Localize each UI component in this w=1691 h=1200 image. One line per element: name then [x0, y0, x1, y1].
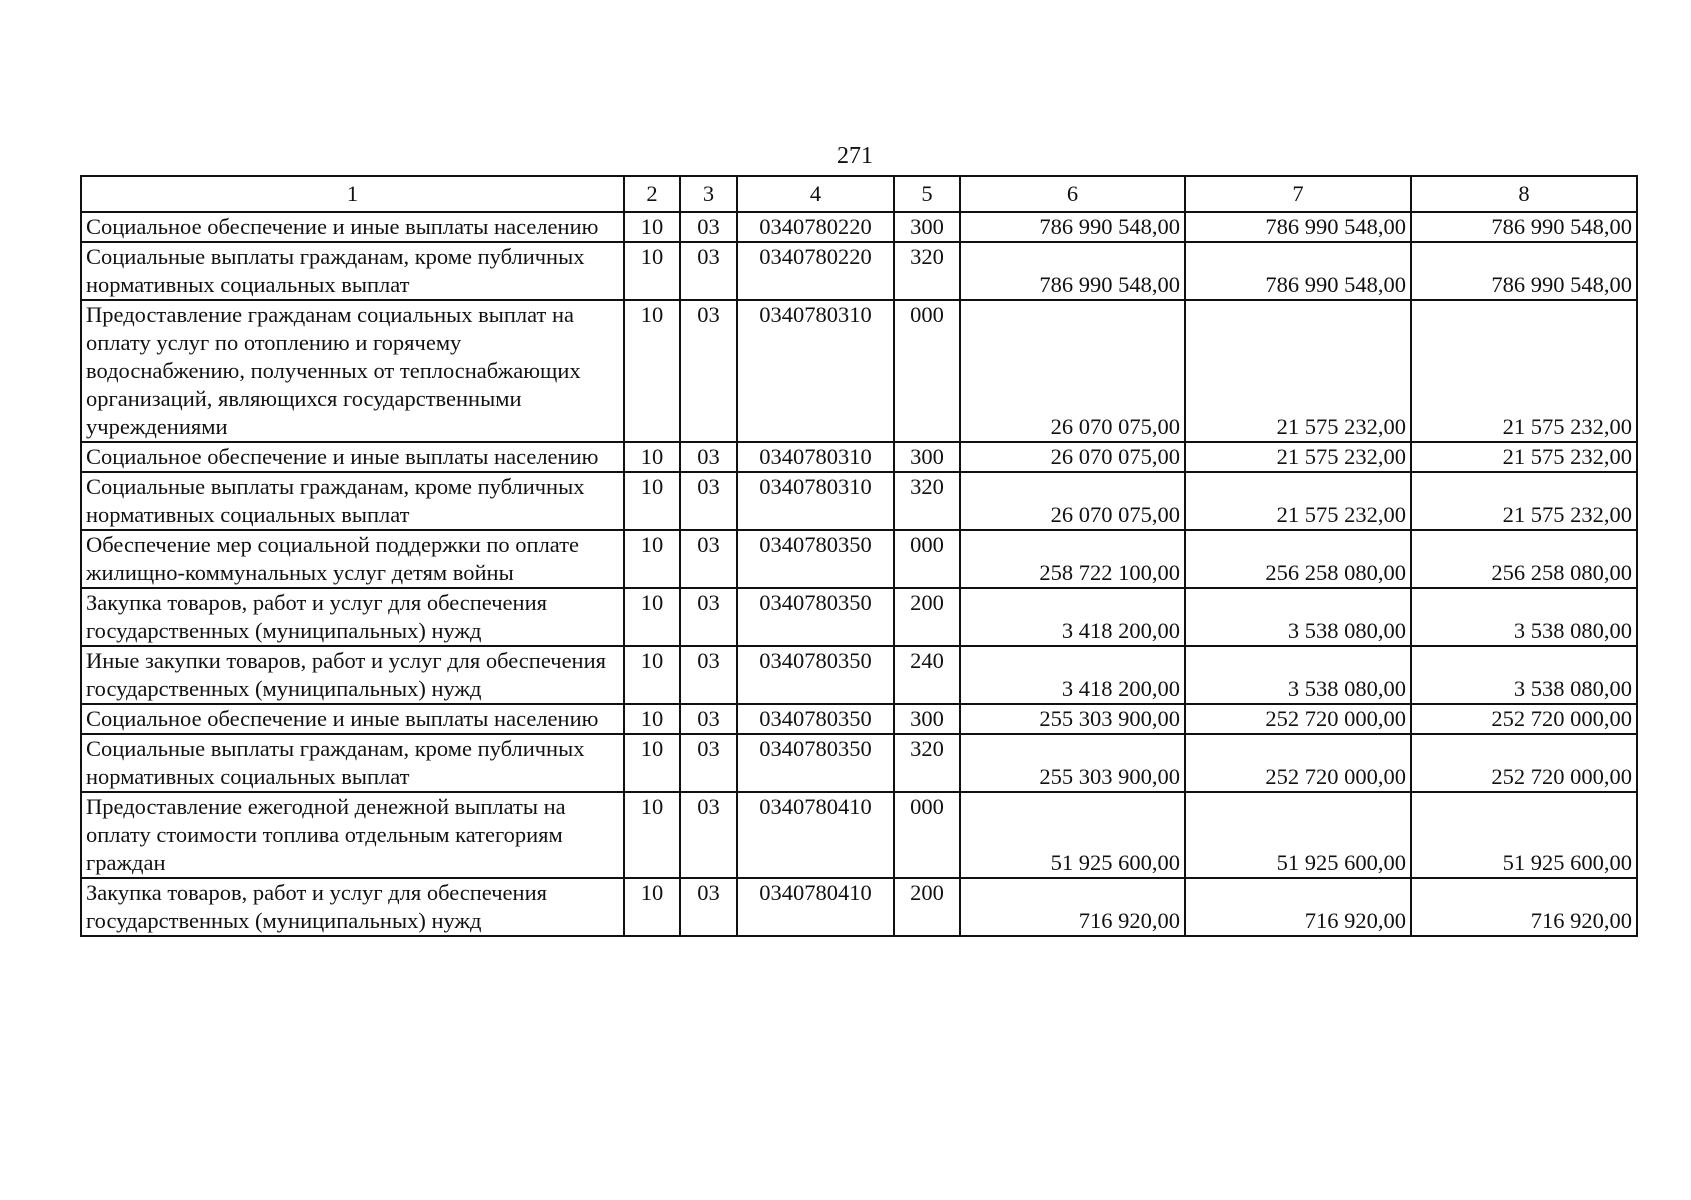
- row-name: Предоставление гражданам социальных выплат на оплату услуг по отоплению и горячему водоснабжению, полученных от теплоснабжающих организаций, являющихся государственными учреждениями: [81, 300, 624, 442]
- row-name: Социальные выплаты гражданам, кроме публичных нормативных социальных выплат: [81, 472, 624, 530]
- row-name: Социальные выплаты гражданам, кроме публичных нормативных социальных выплат: [81, 242, 624, 300]
- expense-type-code: 000: [894, 530, 960, 588]
- amount-col-6: 255 303 900,00: [960, 704, 1185, 734]
- amount-col-7: 716 920,00: [1185, 878, 1411, 936]
- expense-type-code: 000: [894, 792, 960, 878]
- table-row: [81, 878, 1637, 936]
- amount-col-7: 252 720 000,00: [1185, 734, 1411, 792]
- podrazdel-code: 03: [680, 530, 737, 588]
- column-header: 2: [624, 176, 680, 212]
- amount-col-8: 21 575 232,00: [1411, 442, 1637, 472]
- podrazdel-code: 03: [680, 472, 737, 530]
- razdel-code: 10: [624, 442, 680, 472]
- amount-col-7: 786 990 548,00: [1185, 212, 1411, 242]
- target-article-code: 0340780310: [737, 472, 894, 530]
- podrazdel-code: 03: [680, 242, 737, 300]
- table-row: [81, 588, 1637, 646]
- table-row: [81, 212, 1637, 242]
- amount-col-6: 716 920,00: [960, 878, 1185, 936]
- expense-type-code: 300: [894, 442, 960, 472]
- amount-col-6: 26 070 075,00: [960, 300, 1185, 442]
- amount-col-7: 3 538 080,00: [1185, 646, 1411, 704]
- table-row: [81, 472, 1637, 530]
- expense-type-code: 320: [894, 472, 960, 530]
- amount-col-7: 21 575 232,00: [1185, 300, 1411, 442]
- razdel-code: 10: [624, 300, 680, 442]
- column-header: 6: [960, 176, 1185, 212]
- amount-col-6: 3 418 200,00: [960, 588, 1185, 646]
- podrazdel-code: 03: [680, 734, 737, 792]
- expense-type-code: 300: [894, 704, 960, 734]
- podrazdel-code: 03: [680, 212, 737, 242]
- amount-col-6: 258 722 100,00: [960, 530, 1185, 588]
- amount-col-7: 3 538 080,00: [1185, 588, 1411, 646]
- column-header: 8: [1411, 176, 1637, 212]
- target-article-code: 0340780410: [737, 792, 894, 878]
- table-row: [81, 704, 1637, 734]
- razdel-code: 10: [624, 242, 680, 300]
- amount-col-6: 26 070 075,00: [960, 472, 1185, 530]
- amount-col-7: 51 925 600,00: [1185, 792, 1411, 878]
- podrazdel-code: 03: [680, 442, 737, 472]
- razdel-code: 10: [624, 646, 680, 704]
- row-name: Предоставление ежегодной денежной выплаты на оплату стоимости топлива отдельным категориям граждан: [81, 792, 624, 878]
- table-row: [81, 530, 1637, 588]
- target-article-code: 0340780220: [737, 242, 894, 300]
- razdel-code: 10: [624, 734, 680, 792]
- amount-col-8: 21 575 232,00: [1411, 472, 1637, 530]
- target-article-code: 0340780310: [737, 300, 894, 442]
- amount-col-7: 256 258 080,00: [1185, 530, 1411, 588]
- amount-col-8: 716 920,00: [1411, 878, 1637, 936]
- razdel-code: 10: [624, 792, 680, 878]
- target-article-code: 0340780350: [737, 704, 894, 734]
- header-row: [81, 176, 1637, 212]
- amount-col-8: 3 538 080,00: [1411, 646, 1637, 704]
- expense-type-code: 200: [894, 588, 960, 646]
- expense-type-code: 000: [894, 300, 960, 442]
- column-header: 5: [894, 176, 960, 212]
- amount-col-8: 256 258 080,00: [1411, 530, 1637, 588]
- podrazdel-code: 03: [680, 300, 737, 442]
- table-row: [81, 300, 1637, 442]
- row-name: Социальное обеспечение и иные выплаты населению: [81, 704, 624, 734]
- column-header: 4: [737, 176, 894, 212]
- row-name: Социальное обеспечение и иные выплаты населению: [81, 442, 624, 472]
- target-article-code: 0340780350: [737, 530, 894, 588]
- amount-col-8: 21 575 232,00: [1411, 300, 1637, 442]
- target-article-code: 0340780350: [737, 588, 894, 646]
- column-header: 3: [680, 176, 737, 212]
- razdel-code: 10: [624, 530, 680, 588]
- amount-col-6: 51 925 600,00: [960, 792, 1185, 878]
- table-row: [81, 442, 1637, 472]
- amount-col-6: 26 070 075,00: [960, 442, 1185, 472]
- razdel-code: 10: [624, 704, 680, 734]
- podrazdel-code: 03: [680, 704, 737, 734]
- expense-type-code: 200: [894, 878, 960, 936]
- expense-type-code: 300: [894, 212, 960, 242]
- column-header: 7: [1185, 176, 1411, 212]
- amount-col-8: 252 720 000,00: [1411, 704, 1637, 734]
- table-row: [81, 646, 1637, 704]
- podrazdel-code: 03: [680, 646, 737, 704]
- row-name: Социальное обеспечение и иные выплаты населению: [81, 212, 624, 242]
- razdel-code: 10: [624, 588, 680, 646]
- table-row: [81, 792, 1637, 878]
- row-name: Социальные выплаты гражданам, кроме публичных нормативных социальных выплат: [81, 734, 624, 792]
- amount-col-7: 21 575 232,00: [1185, 472, 1411, 530]
- amount-col-6: 3 418 200,00: [960, 646, 1185, 704]
- expense-type-code: 320: [894, 242, 960, 300]
- expense-type-code: 320: [894, 734, 960, 792]
- amount-col-8: 786 990 548,00: [1411, 242, 1637, 300]
- podrazdel-code: 03: [680, 792, 737, 878]
- target-article-code: 0340780410: [737, 878, 894, 936]
- target-article-code: 0340780220: [737, 212, 894, 242]
- amount-col-7: 252 720 000,00: [1185, 704, 1411, 734]
- amount-col-8: 3 538 080,00: [1411, 588, 1637, 646]
- amount-col-7: 786 990 548,00: [1185, 242, 1411, 300]
- row-name: Закупка товаров, работ и услуг для обеспечения государственных (муниципальных) нужд: [81, 588, 624, 646]
- amount-col-6: 786 990 548,00: [960, 242, 1185, 300]
- row-name: Обеспечение мер социальной поддержки по оплате жилищно-коммунальных услуг детям войны: [81, 530, 624, 588]
- amount-col-8: 252 720 000,00: [1411, 734, 1637, 792]
- podrazdel-code: 03: [680, 588, 737, 646]
- table-row: [81, 734, 1637, 792]
- amount-col-8: 786 990 548,00: [1411, 212, 1637, 242]
- column-header: 1: [81, 176, 624, 212]
- row-name: Иные закупки товаров, работ и услуг для обеспечения государственных (муниципальных) нужд: [81, 646, 624, 704]
- razdel-code: 10: [624, 472, 680, 530]
- razdel-code: 10: [624, 878, 680, 936]
- page-number: 271: [837, 143, 873, 169]
- budget-table: [80, 175, 1638, 937]
- razdel-code: 10: [624, 212, 680, 242]
- table-row: [81, 242, 1637, 300]
- target-article-code: 0340780350: [737, 734, 894, 792]
- podrazdel-code: 03: [680, 878, 737, 936]
- amount-col-6: 255 303 900,00: [960, 734, 1185, 792]
- amount-col-6: 786 990 548,00: [960, 212, 1185, 242]
- row-name: Закупка товаров, работ и услуг для обеспечения государственных (муниципальных) нужд: [81, 878, 624, 936]
- expense-type-code: 240: [894, 646, 960, 704]
- target-article-code: 0340780350: [737, 646, 894, 704]
- amount-col-7: 21 575 232,00: [1185, 442, 1411, 472]
- target-article-code: 0340780310: [737, 442, 894, 472]
- amount-col-8: 51 925 600,00: [1411, 792, 1637, 878]
